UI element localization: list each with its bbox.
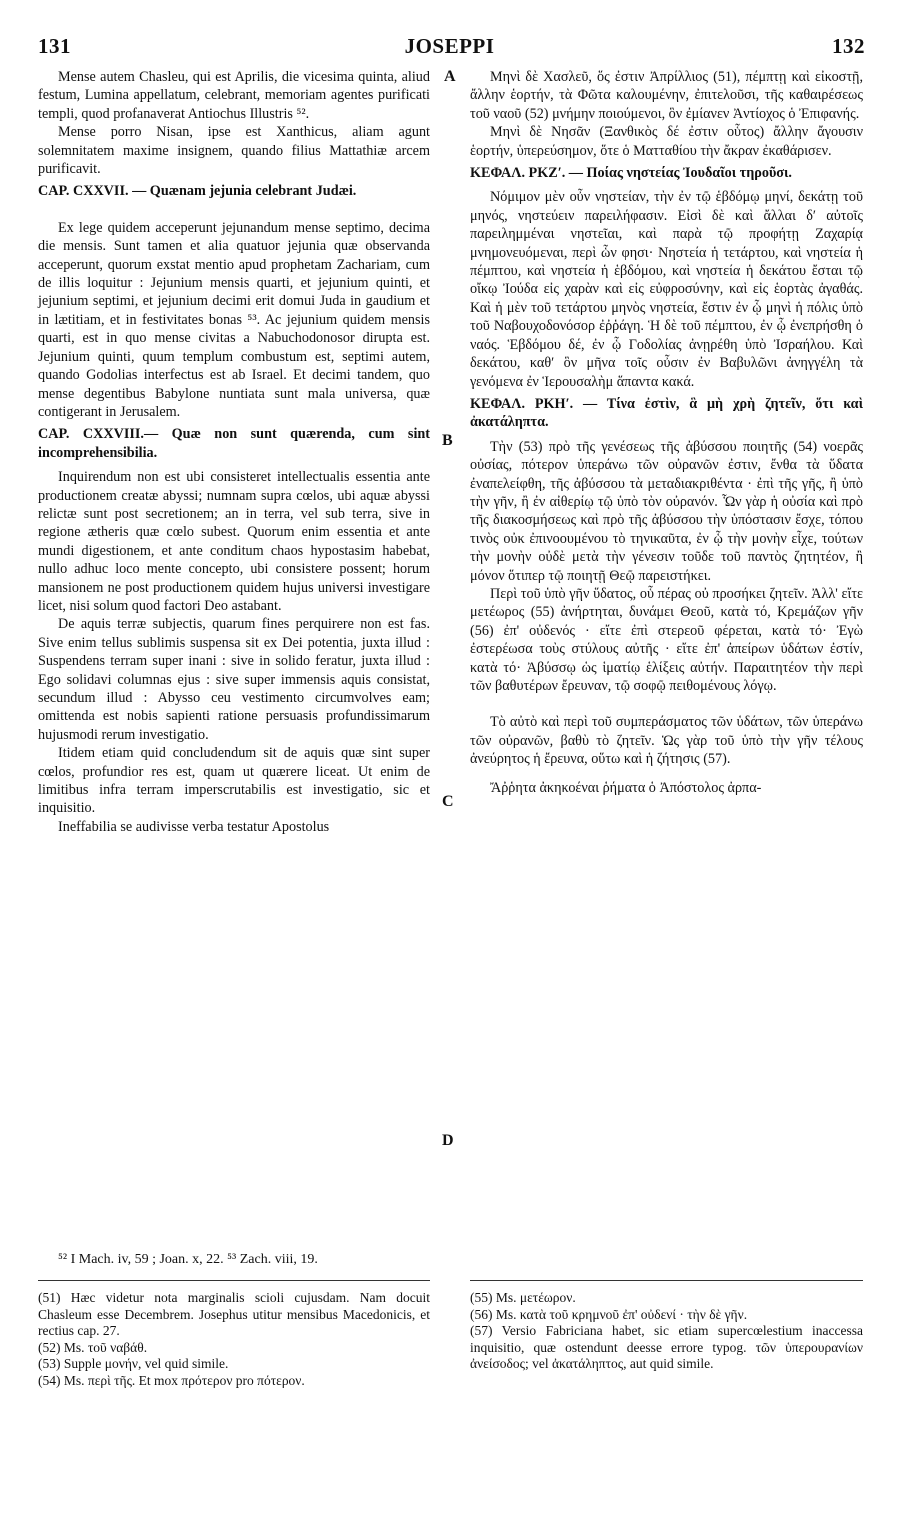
page-number-left: 131 bbox=[38, 34, 71, 58]
latin-paragraph: Ex lege quidem acceperunt jejunandum mense septimo, decima die mensis. Sunt tamen et alia quatuor jejunia quæ observanda acceperunt, quorum exstat mentio apud prophetam Zachariam, cum de illis loquitur : Jejunium mensis quarti, et jejunium quinti, et jejunium septimi, et jejunium decimi erit domui Juda in gaudium et in lætitiam, et in festivitates bonas ⁵³. Ac jejunium quidem mensis quarti, est in quo mense civitas a Nabuchodonosor dirupta est. Jejunium quinti, quum templum combustum est, septimi autem, quando Godolias interfectus est ab Israel. Et decimi tandem, quo mense degentibus Babylone nuntiata sunt mala universa, quæ contigerant in Jerusalem. bbox=[38, 219, 430, 420]
footnote: (55) Ms. μετέωρον. bbox=[470, 1290, 576, 1305]
greek-paragraph: Νόμιμον μὲν οὖν νηστείαν, τὴν ἐν τῷ ἑβδόμῳ μηνί, δεκάτῃ τοῦ μηνός, νηστεύειν παρειλήφασιν. Εἰσὶ δὲ καὶ ἄλλαι δʹ αὐτοῖς παρειλημμέναι νηστεῖαι, καὶ παρὰ τῷ προφήτῃ Ζαχαρίᾳ μνημονευόμεναι, περὶ ὧν φησι· Νηστεία ἡ τετάρτου, καὶ νηστεία ἡ πέμπτου, καὶ νηστεία ἡ ἑβδόμου, καὶ νηστεία ἡ δεκάτου ἔσται τῷ οἴκῳ Ἰούδα εἰς χαρὰν καὶ εἰς εὐφροσύνην, καὶ εἰς ἑορτὰς ἀγαθάς. Καὶ ἡ μὲν τοῦ τετάρτου μηνὸς νηστεία, ἔστιν ἐν ᾧ μηνὶ ἡ πόλις ὑπὸ τοῦ Ναβουχοδονόσορ ἐῤῥάγη. Ἡ δὲ τοῦ πέμπτου, ἐν ᾧ ἐνεπρήσθη ὁ ναός. Ἑβδόμου δέ, ἐν ᾧ Γοδολίας ἀνῃρέθη ὑπὸ Ἰσραήλου. Καὶ δεκάτου, καθʹ ὃν μῆνα τοῖς οὖσιν ἐν Βαβυλῶνι ἀνηγγέλη τὰ γενόμενα ἐν Ἱερουσαλὴμ ἅπαντα κακά. bbox=[470, 189, 863, 390]
latin-paragraph: Itidem etiam quid concludendum sit de aquis quæ sint super cœlos, profundior res est, quam ut quærere liceat. Ut enim de limitibus infra terram imperscrutabilis est investigatio, sic et inquisitio. bbox=[38, 745, 430, 817]
latin-footnotes bbox=[38, 1290, 430, 1390]
footnote: (51) Hæc videtur nota marginalis scioli cujusdam. Nam docuit Chasleum esse Decembrem. Josephus utitur mensibus Macedonicis, et rectius cap. 27. bbox=[38, 1290, 430, 1339]
latin-chapter-heading: CAP. CXXVIII.— Quæ non sunt quærenda, cum sint incomprehensibilia. bbox=[38, 426, 430, 461]
greek-chapter-heading: ΚΕΦΑΛ. ΡΚΗʹ. — Τίνα ἐστὶν, ἃ μὴ χρὴ ζητεῖν, ὅτι καὶ ἀκατάληπτα. bbox=[470, 395, 863, 431]
latin-paragraph: Inquirendum non est ubi consisteret intellectualis essentia ante productionem creatæ abyssi; numnam supra cœlos, ubi aquæ abyssi relictæ sunt post secretionem; an in terra, vel sub terra, sive in regione ætheris quæ cœlo subest. Quorum enim essentia et ante mundi digestionem, et ante conditum chaos hypostasim habebat, nullo adhuc loco mente concepto, ubi consistere possent; horum mansionem ne post productionem quidem hujus universi investigare licet, nisi solum quod factori Deo astabant. bbox=[38, 469, 430, 614]
greek-paragraph: Τὴν (53) πρὸ τῆς γενέσεως τῆς ἀβύσσου ποιητῆς (54) νοερᾶς οὐσίας, πότερον ὑπεράνω τῶν οὐρανῶν ἐστιν, ἔνθα τὰ ὕδατα ἐναπελείφθη, τῆς ἀβύσσου τὰ μεταδιακριθέντα · ἐπὶ τῆς γῆς, ἢ ὑπὸ τὴν γῆν, ἢ ἐν αἰθερίῳ τῷ ὑπὸ τὸν οὐρανόν. Ὧν γὰρ ἡ οὐσία καὶ πρὸ τῆς διακοσμήσεως καὶ πρὸ τῆς ἀβύσσου τὴν ὑπόστασιν ἔσχε, τόπου τινὸς οὐκ ἐπινοουμένου τὸ τηνικαῦτα, ἐν ᾧ τὴν μονὴν εἶχε, τούτων τὴν μονὴν οὐδὲ μετὰ τὴν γένεσιν τοῦδε τοῦ παντὸς ζητητέον, ἢ μόνον ὅτιπερ τῷ ποιητῇ Θεῷ παρειστήκει. bbox=[470, 438, 863, 584]
greek-footnotes bbox=[470, 1290, 863, 1373]
greek-paragraph: Περὶ τοῦ ὑπὸ γῆν ὕδατος, οὗ πέρας οὐ προσήκει ζητεῖν. Ἀλλ' εἴτε μετέωρος (55) ἀνήρτηται, δυνάμει Θεοῦ, κατὰ τό, Κρεμάζων γῆν (56) ἐπ' οὐδενός · εἴτε ἐπὶ στερεοῦ φέρεται, κατὰ τό· Ἐγὼ ἐστερέωσα τοὺς στύλους αὐτῆς · εἴτε ἐπ' ἀπείρων ὑδάτων ἐστίν, κατὰ τό· Ἀβύσσῳ ὡς ἱματίῳ ἑλίξεις αὐτήν. Παραιτητέον τὴν περὶ τῶν βαθυτέρων ἔρευναν, τῷ σοφῷ πειθομένους λόγῳ. bbox=[470, 585, 863, 694]
margin-letter-c: C bbox=[442, 793, 454, 810]
latin-paragraph: Mense autem Chasleu, qui est Aprilis, die vicesima quinta, aliud festum, Lumina appellatum, celebrant, memoriam agentes purificati templi, quod profanaverat Antiochus Illustris ⁵². bbox=[38, 69, 430, 122]
latin-paragraph: De aquis terræ subjectis, quarum fines perquirere non est fas. Sive enim tellus sublimis suspensa sit ex Dei potentia, juxta illud : Suspendens terram super inani : sive in solido feratur, juxta illud : Ego solidavi columnas ejus : sive super immensis aquis consistat, secundum illud : Abysso ceu vestimento circumvolves eam; omittenda est nobis sapienti ratione persuasis profundissimarum hujusmodi rerum investigatio. bbox=[38, 616, 430, 743]
footnote: (53) Supple μονήν, vel quid simile. bbox=[38, 1356, 229, 1372]
greek-paragraph: Μηνὶ δὲ Νησᾶν (Ξανθικὸς δέ ἐστιν οὗτος) ἄλλην ἄγουσιν ἑορτήν, ὑπερεύσημον, ὅτε ὁ Ματταθίου τὴν ἄκραν ἐκαθάρισεν. bbox=[470, 124, 863, 159]
margin-letter-d: D bbox=[442, 1132, 454, 1149]
footnote-rule bbox=[38, 1280, 430, 1281]
latin-column bbox=[38, 68, 430, 836]
greek-paragraph: Τὸ αὐτὸ καὶ περὶ τοῦ συμπεράσματος τῶν ὑδάτων, τῶν ὑπεράνω τῶν οὐρανῶν, βαθὺ τὸ ζητεῖν. Ὡς γὰρ τοῦ ὑπὸ τὴν γῆν τέλους ἀνεύρητος ἡ ἔρευνα, οὕτω καὶ ἡ ζήτησις (57). bbox=[470, 714, 863, 768]
latin-paragraph: Mense porro Nisan, ipse est Xanthicus, aliam agunt solemnitatem maxime insignem, quando filius Mattathiæ arcem purificavit. bbox=[38, 124, 430, 178]
margin-letter-a: A bbox=[444, 68, 456, 85]
margin-letter-b: B bbox=[442, 432, 453, 449]
greek-paragraph: Ἄῤῥητα ἀκηκοέναι ῥήματα ὁ Ἀπόστολος ἀρπα- bbox=[490, 779, 762, 796]
running-title: JOSEPPI bbox=[404, 34, 495, 58]
footnote-rule bbox=[470, 1280, 863, 1281]
latin-paragraph: Ineffabilia se audivisse verba testatur Apostolus bbox=[58, 818, 330, 835]
greek-column bbox=[470, 68, 863, 797]
greek-chapter-heading: ΚΕΦΑΛ. ΡΚΖʹ. — Ποίας νηστείας Ἰουδαῖοι τηροῦσι. bbox=[470, 165, 792, 182]
footnote: (54) Ms. περὶ τῆς. Et mox πρότερον pro πότερον. bbox=[38, 1372, 305, 1388]
footnote: (56) Ms. κατὰ τοῦ κρημνοῦ ἐπ' οὐδενί · τὴν δὲ γῆν. bbox=[470, 1306, 748, 1322]
footnote: (57) Versio Fabriciana habet, sic etiam supercœlestium inaccessa inquisitio, quæ ostendunt deesse errore typog. τῶν ὑπερουρανίων ἀνείσοδος; vel ἀκατάληπτος, aut quid simile. bbox=[470, 1323, 863, 1372]
latin-chapter-heading: CAP. CXXVII. — Quænam jejunia celebrant Judæi. bbox=[38, 183, 357, 200]
greek-paragraph: Μηνὶ δὲ Χασλεῦ, ὅς ἐστιν Ἀπρίλλιος (51), πέμπτῃ καὶ εἰκοστῇ, ἄλλην ἑορτήν, τὰ Φῶτα καλουμένην, ἐπιτελοῦσι, τῆς καθαιρέσεως τοῦ ναοῦ (52) μνήμην ποιούμενοι, ὃν ἐμίανεν Ἀντίοχος ὁ Ἐπιφανής. bbox=[470, 69, 863, 122]
page-number-right: 132 bbox=[832, 34, 865, 58]
footnote: (52) Ms. τοῦ ναβάθ. bbox=[38, 1339, 148, 1355]
scripture-references: ⁵² I Mach. iv, 59 ; Joan. x, 22. ⁵³ Zach. viii, 19. bbox=[58, 1252, 318, 1267]
latin-references bbox=[38, 1252, 430, 1269]
